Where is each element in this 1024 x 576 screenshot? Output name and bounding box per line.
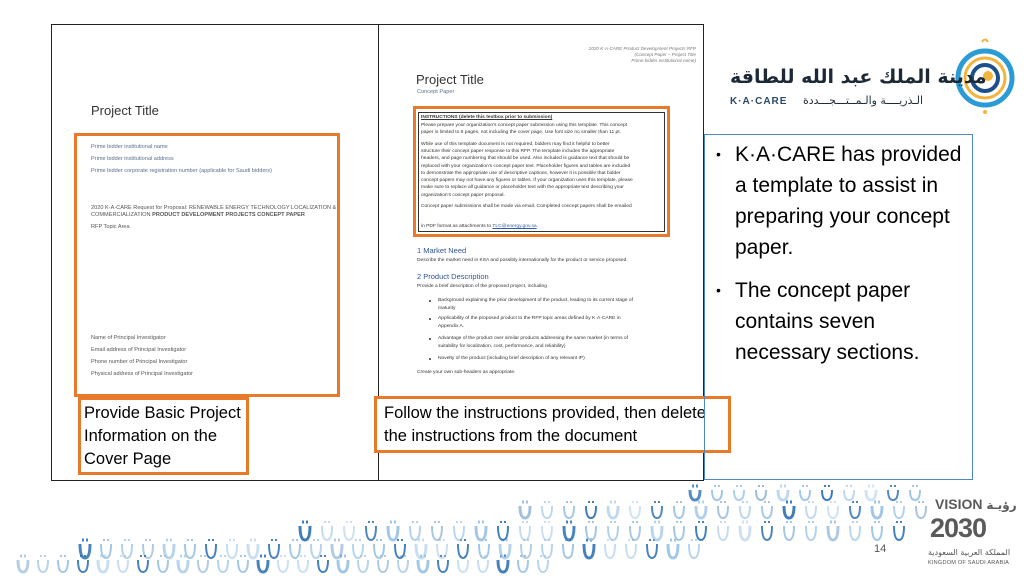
pattern-glyph	[674, 522, 684, 540]
pattern-glyph	[806, 522, 816, 540]
info-bullet-template: K·A·CARE has provided a template to assist in preparing your concept paper.	[735, 143, 962, 259]
pattern-glyph	[332, 540, 342, 558]
pattern-glyph	[122, 540, 132, 558]
bullet-dot	[429, 318, 431, 320]
info-bullet-dot: •	[716, 282, 721, 298]
pattern-glyph	[542, 502, 552, 518]
pattern-glyph	[298, 556, 308, 572]
pattern-glyph	[674, 502, 684, 518]
instructions-line: organization's concept paper proposal.	[421, 192, 505, 198]
pattern-glyph	[218, 556, 228, 572]
pattern-glyph	[454, 522, 464, 540]
pattern-glyph	[564, 522, 574, 540]
instructions-line: replaced with your organization's concept paper text. Placeholder figures and tables are included	[421, 163, 631, 169]
instructions-line: Please prepare your organization's concept paper submission using this template. This concept	[421, 123, 628, 128]
pattern-glyph	[542, 522, 552, 540]
vision-2030-logo: VISION رؤيـة	[935, 496, 1017, 512]
pattern-glyph	[410, 522, 420, 540]
pattern-glyph	[756, 486, 766, 500]
concept-paper-title: Project Title	[416, 72, 484, 87]
product-bullet-2-line-1: Applicability of the proposed product to the RFP topic areas defined by K·A·CARE in	[438, 316, 621, 321]
pattern-glyph	[520, 522, 530, 540]
pattern-glyph	[718, 522, 728, 540]
instructions-line: make sure to replace all guidance or placeholder text with the appropriate text describing your	[421, 185, 624, 191]
kacare-brand-text: K·A·CARE	[730, 96, 788, 107]
instructions-line: While use of this template document is not required, bidders may find it helpful to better	[421, 141, 610, 147]
pattern-glyph	[806, 502, 816, 518]
concept-paper-subtitle: Concept Paper	[417, 89, 455, 95]
pattern-glyph	[910, 486, 920, 500]
pattern-glyph	[605, 540, 615, 558]
pattern-glyph	[586, 522, 596, 540]
pattern-glyph	[58, 556, 68, 572]
pattern-glyph	[652, 522, 662, 540]
product-bullet-3-line-1: Advantage of the product over similar products addressing the same market (in terms of	[438, 336, 629, 341]
pattern-glyph	[353, 540, 363, 558]
bullet-dot	[429, 338, 431, 340]
pattern-glyph	[894, 502, 904, 518]
pattern-glyph	[178, 556, 188, 572]
pattern-glyph	[318, 556, 328, 572]
pattern-glyph	[498, 522, 508, 540]
pattern-glyph	[762, 522, 772, 540]
pattern-glyph	[269, 540, 279, 558]
pattern-glyph	[520, 502, 530, 518]
pattern-glyph	[822, 486, 832, 500]
pattern-glyph	[542, 540, 552, 558]
pattern-glyph	[563, 540, 573, 558]
pattern-glyph	[185, 540, 195, 558]
instructions-line: Concept paper submissions shall be made via email. Completed concept papers shall be emailed	[421, 204, 632, 209]
pattern-glyph	[850, 502, 860, 518]
pattern-glyph	[718, 502, 728, 518]
pattern-glyph	[300, 522, 310, 540]
pattern-glyph	[828, 522, 838, 540]
pattern-glyph	[888, 486, 898, 500]
pattern-glyph	[916, 502, 926, 518]
instructions-line: structure their concept paper response to this RFP. The template includes the appropriate	[421, 148, 615, 154]
pattern-glyph	[630, 522, 640, 540]
section-1-text: Describe the market need in KSA and possibly internationally for the product or service proposed.	[417, 258, 628, 263]
pattern-glyph	[828, 502, 838, 518]
instructions-line: headers, and page numbering that should be used. Also included is guidance text that should be	[421, 156, 630, 162]
pattern-glyph	[258, 556, 268, 572]
info-bullet-sections: The concept paper contains seven necessary sections.	[735, 279, 920, 364]
pattern-glyph	[290, 540, 300, 558]
pattern-glyph	[143, 540, 153, 558]
page-number: 14	[874, 543, 887, 555]
pattern-glyph	[668, 540, 678, 558]
vision-2030-year: 2030	[930, 513, 987, 543]
pattern-glyph	[734, 486, 744, 500]
pattern-glyph	[564, 502, 574, 518]
pattern-glyph	[344, 522, 354, 540]
pattern-glyph	[432, 522, 442, 540]
pattern-glyph	[690, 486, 700, 500]
pattern-glyph	[458, 540, 468, 558]
instructions-last-line: in PDF format as attachments to TLC@energy.gov.sa.	[421, 224, 538, 229]
cover-rfp-line-1: 2020 K·A·CARE Request for Proposal: RENEWABLE ENERGY TECHNOLOGY LOCALIZATION &	[91, 205, 337, 211]
pattern-glyph	[206, 540, 216, 558]
section-2-text: Provide a brief description of the proposed project, including	[417, 284, 547, 289]
pattern-glyph	[227, 540, 237, 558]
pattern-glyph	[388, 522, 398, 540]
submission-email-link[interactable]: TLC@energy.gov.sa	[492, 224, 537, 229]
pattern-glyph	[626, 540, 636, 558]
cover-rfp-topic: RFP Topic Area	[91, 224, 130, 230]
pattern-glyph	[198, 556, 208, 572]
pattern-glyph	[164, 540, 174, 558]
pattern-glyph	[894, 522, 904, 540]
cover-pi-address: Physical address of Principal Investigator	[91, 371, 193, 377]
pattern-glyph	[366, 522, 376, 540]
pattern-glyph	[278, 556, 288, 572]
pattern-glyph	[872, 502, 882, 518]
pattern-glyph	[374, 540, 384, 558]
kacare-arabic-name: مدينة الملك عبد الله للطاقة	[730, 66, 987, 88]
pattern-glyph	[647, 540, 657, 558]
pattern-glyph	[38, 556, 48, 572]
vision-2030-english-country: KINGDOM OF SAUDI ARABIA	[928, 560, 1010, 566]
product-bullet-3-line-2: suitability for localization, cost, performance, and reliability)	[438, 344, 566, 349]
pattern-glyph	[248, 540, 258, 558]
pattern-glyph	[311, 540, 321, 558]
pattern-glyph	[850, 522, 860, 540]
pattern-glyph	[800, 486, 810, 500]
instructions-callout-text: Follow the instructions provided, then delete the instructions from the document	[384, 404, 706, 445]
product-bullet-1-line-1: Background explaining the prior development of the product, leading to its current stage of	[438, 298, 633, 303]
pattern-glyph	[872, 522, 882, 540]
pattern-glyph	[630, 502, 640, 518]
cover-institution-address: Prime bidder institutional address	[91, 156, 174, 162]
kacare-arabic-subtitle: الـذريــــة والـمــتـــجـــددة	[803, 94, 924, 107]
pattern-glyph	[696, 522, 706, 540]
section-1-heading: 1 Market Need	[417, 246, 467, 255]
cover-page-title: Project Title	[91, 103, 159, 118]
product-bullet-2-line-2: Appendix A.	[438, 324, 465, 329]
cover-rfp-line-2: COMMERCIALIZATION PRODUCT DEVELOPMENT PROJECTS CONCEPT PAPER	[91, 212, 305, 218]
closing-text: Create your own sub-headers as appropriate.	[417, 370, 516, 375]
pattern-glyph	[608, 502, 618, 518]
pattern-glyph	[586, 502, 596, 518]
instructions-heading: INSTRUCTIONS (delete this textbox prior to submission)	[421, 115, 553, 120]
page-header-text: 2020 K·A·CARE Product Development Projects RFP (Concept Paper – Project Title Prime bidder institutional name)	[588, 46, 696, 63]
section-2-heading: 2 Product Description	[417, 272, 489, 281]
pattern-glyph	[238, 556, 248, 572]
cover-pi-name: Name of Principal Investigator	[91, 335, 166, 341]
cover-page-callout-text: Provide Basic Project Information on the Cover Page	[84, 404, 241, 468]
pattern-glyph	[652, 502, 662, 518]
product-bullet-4: Novelty of the product (including brief description of any relevant IP)	[438, 356, 585, 361]
bullet-dot	[429, 358, 431, 360]
pattern-glyph	[476, 522, 486, 540]
pattern-glyph	[18, 556, 28, 572]
pattern-glyph	[740, 522, 750, 540]
cover-registration-number: Prime bidder corporate registration number (applicable for Saudi bidders)	[91, 168, 272, 174]
pattern-glyph	[608, 522, 618, 540]
bullet-dot	[429, 300, 431, 302]
instructions-line: paper is limited to 6 pages, not including the cover page. Use font size no smaller than 11 pt.	[421, 130, 621, 136]
pattern-glyph	[689, 540, 699, 558]
pattern-glyph	[322, 522, 332, 540]
cover-institution-name: Prime bidder institutional name	[91, 144, 168, 150]
pattern-glyph	[740, 502, 750, 518]
info-bullet-dot: •	[716, 146, 721, 162]
pattern-glyph	[762, 502, 772, 518]
instructions-line: to demonstrate the appropriate use of descriptive captions, however it is possible that bidder	[421, 170, 621, 176]
pattern-glyph	[866, 486, 876, 500]
vision-2030-arabic-country: المملكة العربية السعودية	[928, 548, 1011, 557]
pattern-glyph	[712, 486, 722, 500]
pattern-glyph	[696, 502, 706, 518]
pattern-glyph	[784, 502, 794, 518]
decorative-arabic-pattern	[0, 478, 930, 576]
pattern-glyph	[778, 486, 788, 500]
pattern-glyph	[784, 522, 794, 540]
pattern-glyph	[844, 486, 854, 500]
cover-pi-email: Email address of Principal Investigator	[91, 347, 187, 353]
product-bullet-1-line-2: maturity	[438, 306, 456, 311]
instructions-line: concept papers may not have any figures or tables. If your organization uses this template, please	[421, 178, 633, 184]
pattern-glyph	[584, 540, 594, 558]
cover-pi-phone: Phone number of Principal Investigator	[91, 359, 188, 365]
